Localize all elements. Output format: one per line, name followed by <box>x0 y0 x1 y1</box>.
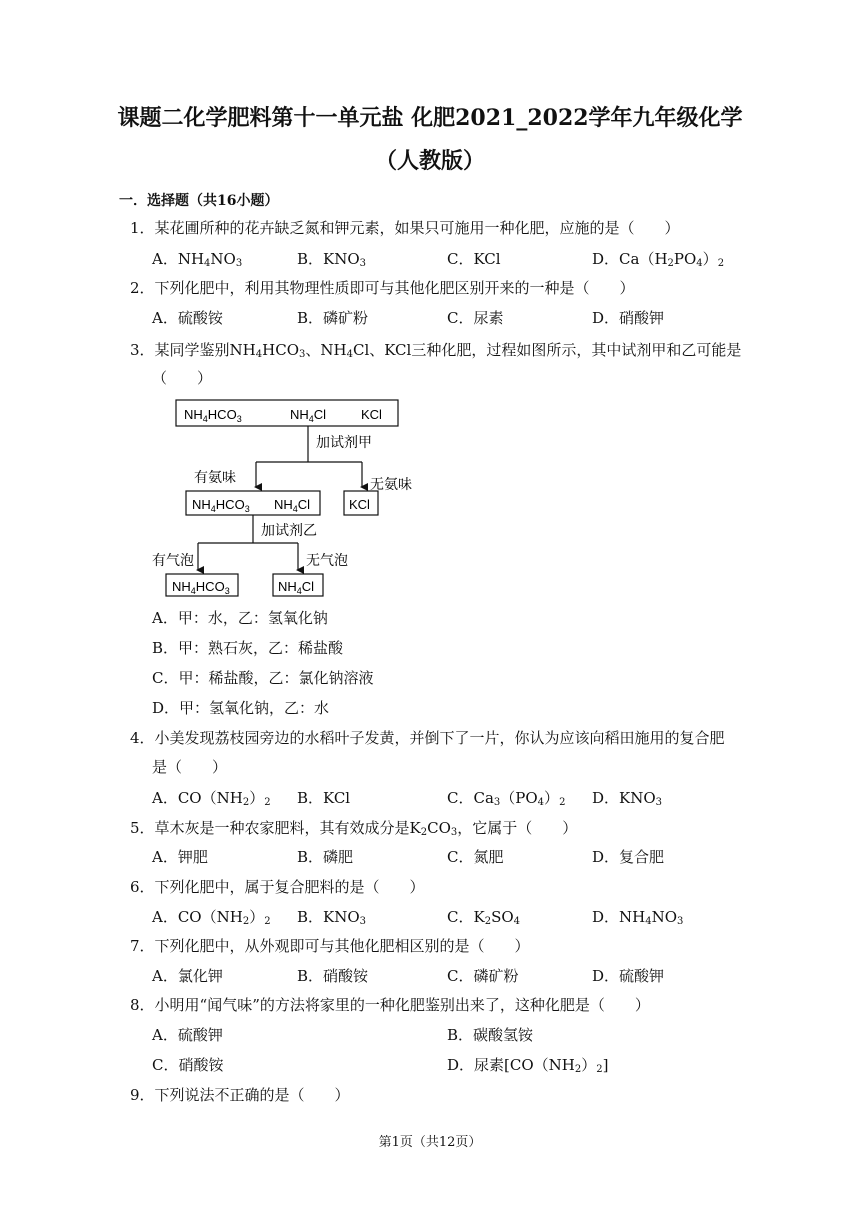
q1-option-c: C．KCl <box>447 250 501 268</box>
bottom-right-box-text: $NH_4Cl$ <box>278 579 315 596</box>
right-label-2: 无气泡 <box>306 552 348 568</box>
q2-option-a: A．硫酸铵 <box>152 309 223 327</box>
q3-option-a: A．甲：水，乙：氢氧化钠 <box>152 609 328 627</box>
document-title-line2: （人教版） <box>374 148 485 174</box>
q5-option-c: C．氮肥 <box>447 848 504 866</box>
question-3-stem: 3．某同学鉴别$NH_4HCO_3$、$NH_4Cl$、KCl三种化肥，过程如图所示，其中试剂甲和乙可能是 <box>130 341 742 360</box>
question-5-stem: 5．草木灰是一种农家肥料，其有效成分是$K_2CO_3$，它属于（ ） <box>130 819 578 838</box>
question-3-stem-cont: （ ） <box>152 369 213 387</box>
mid-box-item-2: $NH_4Cl$ <box>274 497 311 514</box>
q5-option-b: B．磷肥 <box>297 848 354 866</box>
question-9-stem: 9．下列说法不正确的是（ ） <box>130 1086 350 1104</box>
q3-option-b: B．甲：熟石灰，乙：稀盐酸 <box>152 639 344 657</box>
q4-option-c: C．$Ca_3(PO_4)_2$ <box>447 789 566 808</box>
reagent-2-label: 加试剂乙 <box>261 522 317 538</box>
left-label-1: 有氨味 <box>194 469 236 485</box>
page-footer: 第1页（共12页） <box>378 1135 482 1150</box>
q8-option-d: D．尿素$[CO(NH_2)_2]$ <box>447 1056 609 1075</box>
q7-option-d: D．硫酸钾 <box>592 967 665 985</box>
left-label-2: 有气泡 <box>152 552 194 568</box>
q6-option-b: B．$KNO_3$ <box>297 908 367 927</box>
question-4-stem: 4．小美发现荔枝园旁边的水稻叶子发黄，并倒下了一片，你认为应该向稻田施用的复合肥 <box>130 729 725 747</box>
q8-option-a: A．硫酸钾 <box>152 1026 223 1044</box>
right-label-1: 无氨味 <box>370 476 412 492</box>
q1-option-a: A．$NH_4NO_3$ <box>152 250 243 269</box>
mid-box-item-1: $NH_4HCO_3$ <box>192 497 250 514</box>
identification-flow-diagram <box>148 395 428 601</box>
q7-option-b: B．硝酸铵 <box>297 967 369 985</box>
reagent-1-label: 加试剂甲 <box>316 434 372 450</box>
q4-option-a: A．$CO(NH_2)_2$ <box>152 789 271 808</box>
q4-option-d: D．$KNO_3$ <box>592 789 663 808</box>
q8-option-c: C．硝酸铵 <box>152 1056 224 1074</box>
q6-option-c: C．$K_2SO_4$ <box>447 908 521 927</box>
top-box-item-2: $NH_4Cl$ <box>290 407 327 424</box>
question-4-stem-cont: 是（ ） <box>152 758 228 776</box>
document-title-line1: 课题二化学肥料第十一单元盐 化肥2021_2022学年九年级化学 <box>117 105 743 131</box>
section-heading: 一．选择题（共16小题） <box>119 193 279 209</box>
right-box-text: KCl <box>349 497 370 512</box>
top-box-item-3: KCl <box>361 407 382 422</box>
q3-option-c: C．甲：稀盐酸，乙：氯化钠溶液 <box>152 669 374 687</box>
bottom-left-box-text: $NH_4HCO_3$ <box>172 579 230 596</box>
q6-option-d: D．$NH_4NO_3$ <box>592 908 684 927</box>
question-1-stem: 1．某花圃所种的花卉缺乏氮和钾元素，如果只可施用一种化肥，应施的是（ ） <box>130 219 680 237</box>
q7-option-c: C．磷矿粉 <box>447 967 519 985</box>
top-box-item-1: $NH_4HCO_3$ <box>184 407 242 424</box>
q5-option-a: A．钾肥 <box>152 848 208 866</box>
question-7-stem: 7．下列化肥中，从外观即可与其他化肥相区别的是（ ） <box>130 937 530 955</box>
q6-option-a: A．$CO(NH_2)_2$ <box>152 908 271 927</box>
q2-option-c: C．尿素 <box>447 309 504 327</box>
q2-option-b: B．磷矿粉 <box>297 309 369 327</box>
q7-option-a: A．氯化钾 <box>152 967 223 985</box>
question-8-stem: 8．小明用“闻气味”的方法将家里的一种化肥鉴别出来了，这种化肥是（ ） <box>130 996 650 1014</box>
q8-option-b: B．碳酸氢铵 <box>447 1026 534 1044</box>
q2-option-d: D．硝酸钾 <box>592 309 665 327</box>
question-2-stem: 2．下列化肥中，利用其物理性质即可与其他化肥区别开来的一种是（ ） <box>130 279 635 297</box>
q4-option-b: B．KCl <box>297 789 351 807</box>
q3-option-d: D．甲：氢氧化钠，乙：水 <box>152 699 330 717</box>
question-6-stem: 6．下列化肥中，属于复合肥料的是（ ） <box>130 878 425 896</box>
q1-option-d: D．$Ca(H_2PO_4)_2$ <box>592 250 725 269</box>
q5-option-d: D．复合肥 <box>592 848 665 866</box>
q1-option-b: B．$KNO_3$ <box>297 250 367 269</box>
